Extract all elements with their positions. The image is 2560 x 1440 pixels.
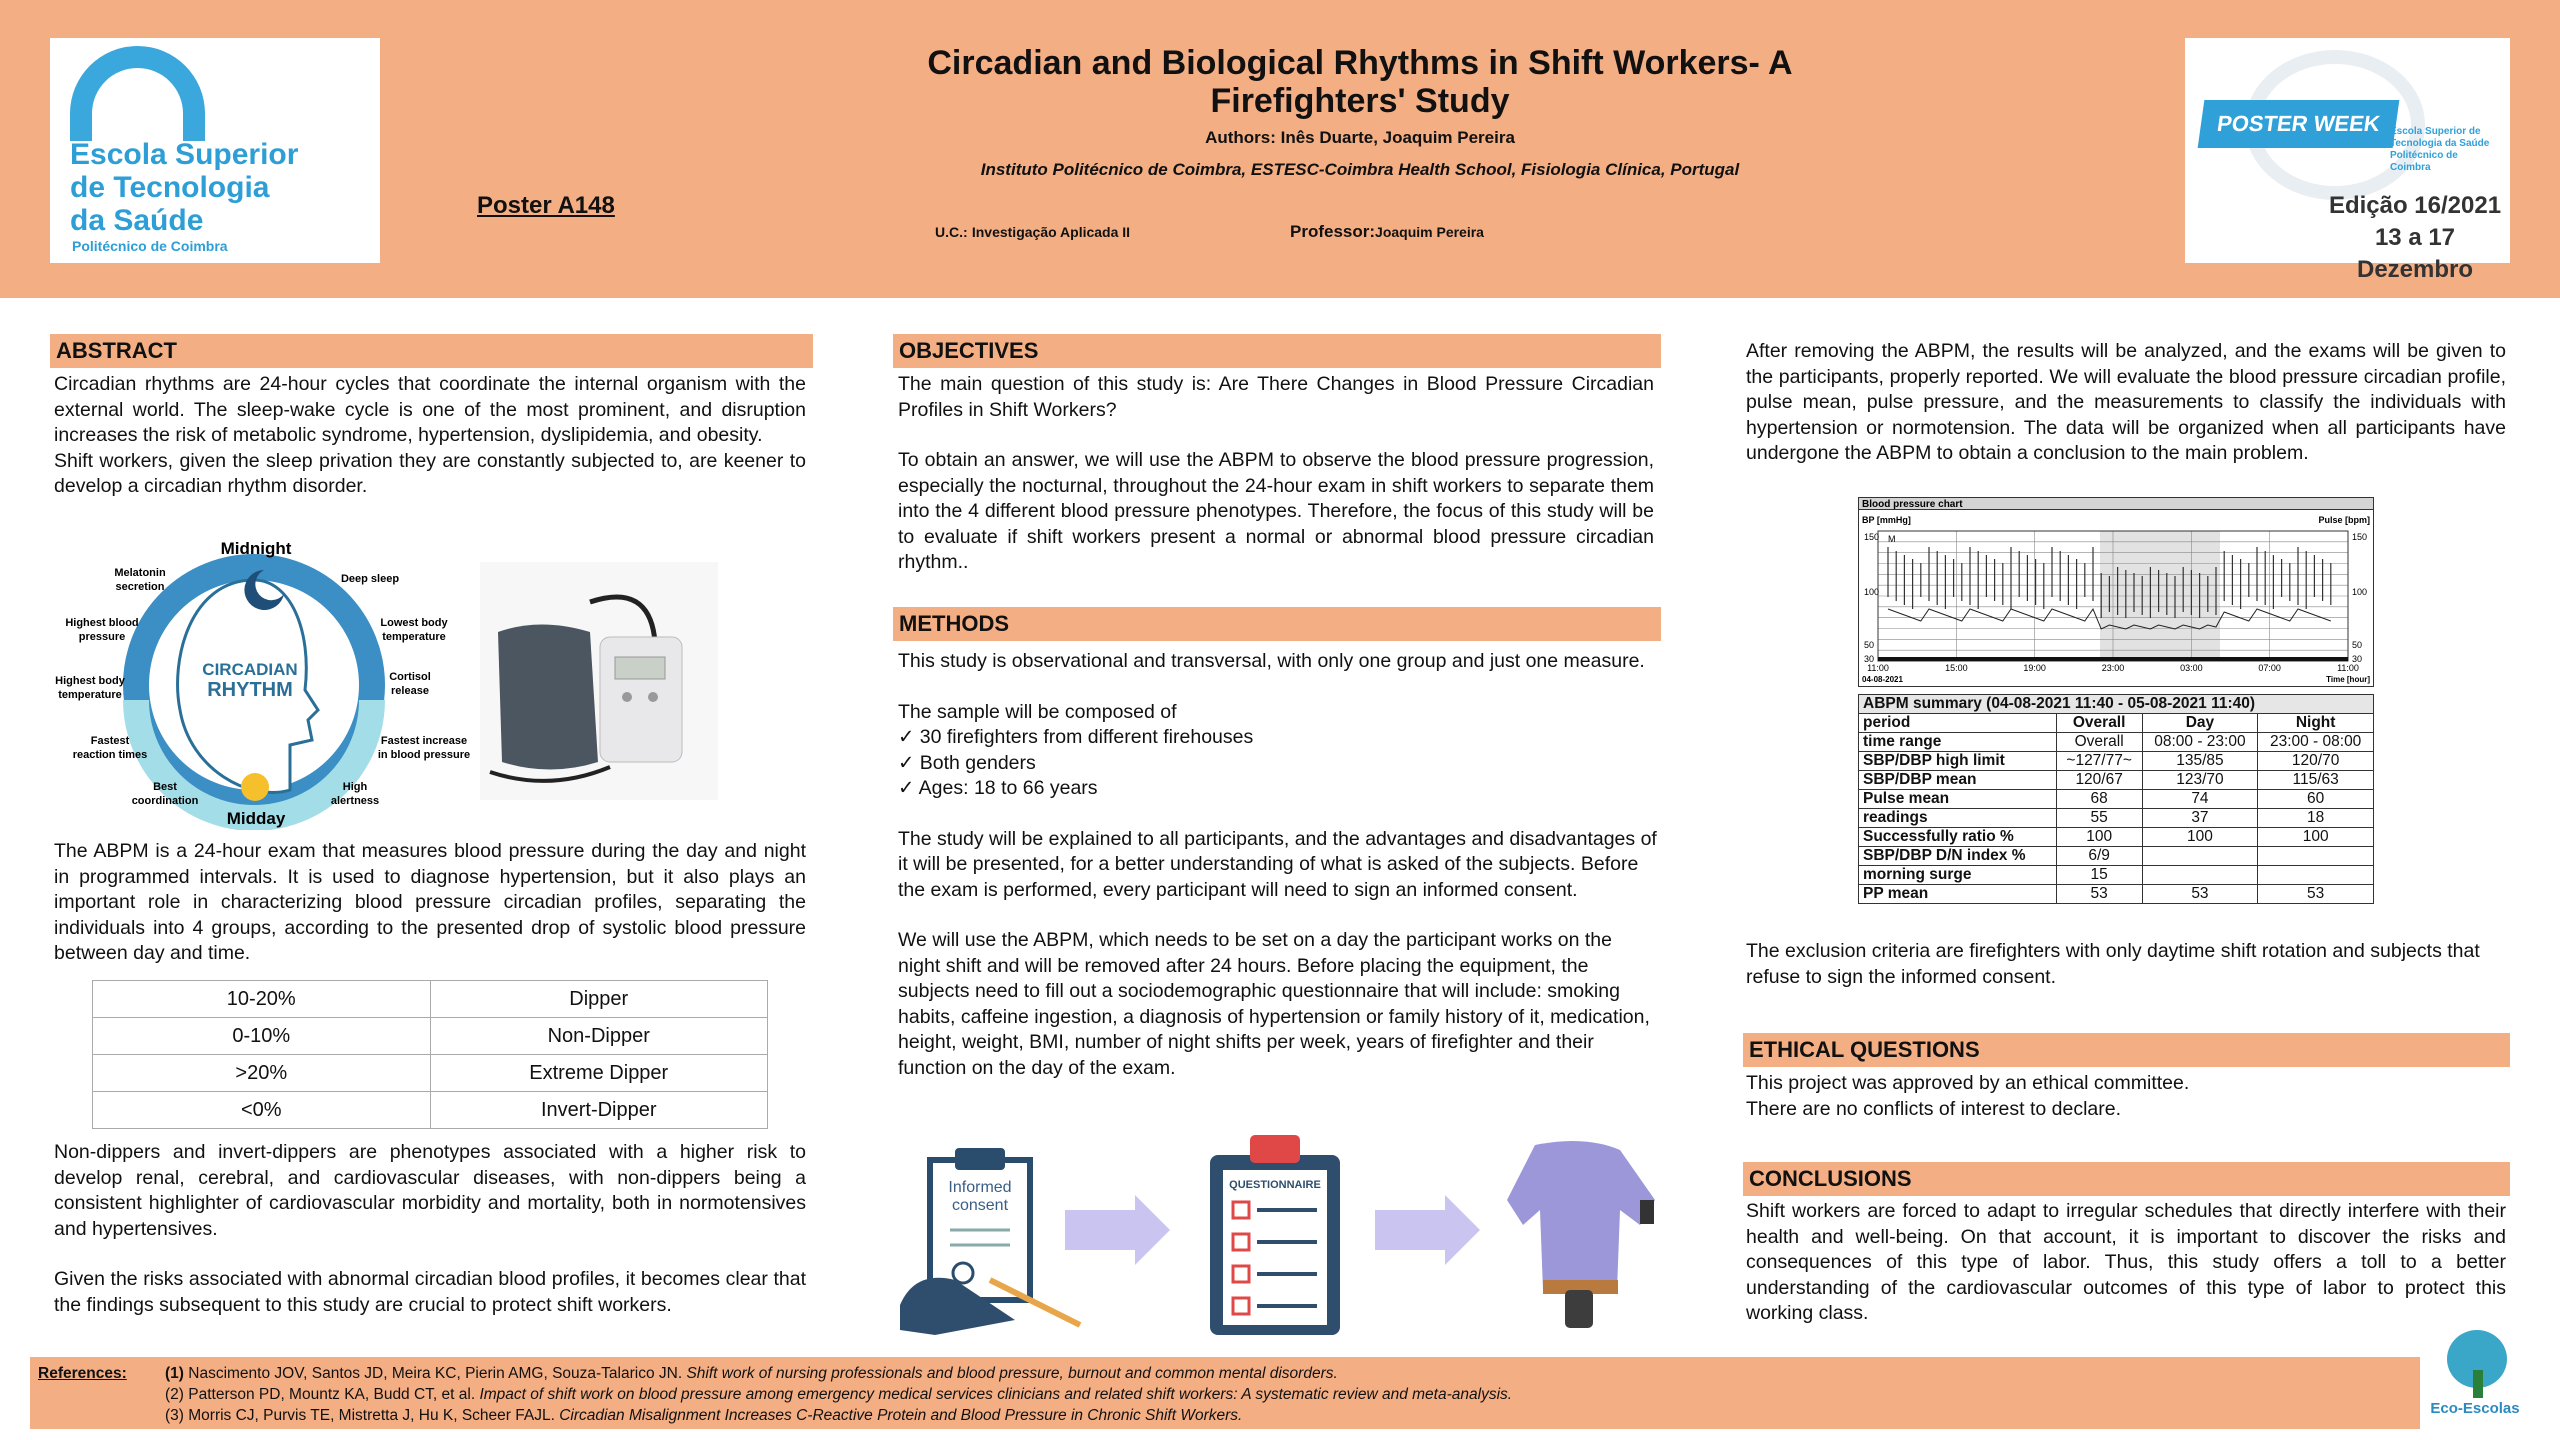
label-bpinc-2: in blood pressure (377, 749, 471, 761)
list-item: ✓ Ages: 18 to 66 years (898, 777, 1098, 799)
abpm-worn-device (1565, 1290, 1593, 1328)
exclusion-text: The exclusion criteria are firefighters with only daytime shift rotation and subjects that refuse to sign the informed consent. (1746, 940, 2480, 988)
blood-pressure-chart (1858, 497, 2374, 687)
chart-ytick: 150 (1864, 532, 1880, 542)
label-bp-2: pressure (78, 631, 126, 643)
diagram-center-1: CIRCADIAN (202, 660, 298, 679)
circadian-rhythm-diagram (50, 540, 480, 830)
abstract-text-2: The ABPM is a 24-hour exam that measures blood pressure during the day and night in programmed intervals. It is used to diagnose hypertension, but it also plays an important role in characterizing blood pressure circadian profiles, separating the individuals into 4 groups, according to the presented drop of systolic blood pressure between day and time. (54, 840, 806, 964)
conclusions-text: Shift workers are forced to adapt to irregular schedules that directly interfere with their health and well-being. On that account, it is important to discover the risks and consequences of this type of labor. Thus, this study offers a toll to a better understanding of the cardiovascular outcomes of this type of labor to protect this working class. (1746, 1200, 2506, 1324)
chart-ytick: 30 (2352, 654, 2363, 664)
label-reaction-1: Fastest (90, 735, 130, 747)
references-bar (30, 1357, 2420, 1429)
label-lowtemp-1: Lowest body (380, 617, 448, 629)
poster-week-logo (2185, 38, 2510, 283)
logo-school-name: Escola Superior de Tecnologia da Saúde (70, 138, 299, 237)
list-item: ✓ Both genders (898, 751, 1036, 774)
phenotype-table (92, 980, 768, 1129)
table-row: SBP/DBP high limit ~127/77~ 135/85 120/70 (1859, 752, 2374, 771)
logo-arch-shape (70, 46, 205, 141)
methods-heading: METHODS (893, 607, 1661, 641)
person-torso-icon (1507, 1141, 1655, 1290)
midnight-label: Midnight (220, 540, 292, 558)
consent-label-2: consent (951, 1197, 1009, 1214)
chart-ytick: 100 (1864, 587, 1880, 597)
ethical-heading: ETHICAL QUESTIONS (1743, 1033, 2510, 1067)
chart-ytick: 100 (2352, 587, 2368, 597)
table-row: SBP/DBP D/N index % 6/9 (1859, 847, 2374, 866)
chart-date: 04-08-2021 (1862, 675, 1903, 684)
chart-xtick: 11:00 (1867, 663, 1889, 673)
label-coord-2: coordination (131, 795, 199, 807)
ethical-text: This project was approved by an ethical committee. There are no conflicts of interest to declare. (1746, 1072, 2190, 1120)
label-alert-1: High (342, 781, 368, 793)
chart-xtick: 23:00 (2101, 663, 2125, 673)
table-row: Pulse mean 68 74 60 (1859, 790, 2374, 809)
chart-xtick: 11:00 (2337, 663, 2359, 673)
midday-label: Midday (226, 809, 286, 828)
diagram-center-2: RHYTHM (207, 679, 293, 701)
reference-item: (2) Patterson PD, Mountz KA, Budd CT, et al. Impact of shift work on blood pressure among emergency medical services clinicians and related shift workers: A systematic review and meta-analysis. (165, 1386, 1513, 1403)
table-row: time range Overall 08:00 - 23:00 23:00 - 08:00 (1859, 733, 2374, 752)
institute: Instituto Politécnico de Coimbra, ESTESC-Coimbra Health School, Fisiologia Clínica, Portugal (980, 160, 1740, 179)
label-melatonin-2: secretion (115, 581, 165, 593)
label-bpinc-1: Fastest increase (380, 735, 468, 747)
abstract-text-1: Circadian rhythms are 24-hour cycles that coordinate the internal organism with the external world. The sleep-wake cycle is one of the most prominent, and disruption increases the risk of metabolic syndrome, hypertension, dyslipidemia, and obesity. Shift workers, given the sleep privation they are constantly subjected to, are keener to develop a circadian rhythm disorder. (54, 373, 806, 497)
monitor-screen (615, 657, 665, 679)
cuff-shape (498, 625, 598, 770)
references-label: References: (38, 1365, 127, 1382)
authors: Authors: Inês Duarte, Joaquim Pereira (1205, 128, 1515, 147)
table-row: >20% Extreme Dipper (93, 1055, 768, 1092)
conclusions-heading: CONCLUSIONS (1743, 1162, 2510, 1196)
label-cortisol-2: release (391, 685, 429, 697)
results-text: After removing the ABPM, the results will be analyzed, and the exams will be given to the participants, properly reported. We will evaluate the blood pressure circadian profile, pulse mean, pulse pressure, and the measurements to classify the individuals with hypertension or normotension. The data will be organized when all participants have undergone the ABPM to obtain a conclusion to the main problem. (1746, 340, 2506, 464)
professor: Professor:Joaquim Pereira (1290, 222, 1484, 241)
label-temp-2: temperature (58, 689, 122, 701)
eco-escolas-logo: Eco-Escolas (2425, 1330, 2525, 1430)
label-melatonin-1: Melatonin (114, 567, 166, 579)
objectives-text: The main question of this study is: Are There Changes in Blood Pressure Circadian Profiles in Shift Workers? To obtain an answer, we will use the ABPM to observe the blood pressure progression, especially the nocturnal, throughout the 24-hour exam in shift workers to separate them into the 4 different blood pressure phenotypes. Therefore, the focus of this study will be to evaluate if shift workers present a normal or abnormal blood pressure circadian rhythm.. (898, 373, 1654, 573)
label-deep-sleep: Deep sleep (340, 573, 400, 585)
label-alert-2: alertness (330, 795, 380, 807)
chart-ytick: 50 (1864, 640, 1875, 650)
poster-title: Circadian and Biological Rhythms in Shift Workers- A Firefighters' Study (927, 44, 1793, 120)
course-unit: U.C.: Investigação Aplicada II (935, 224, 1131, 240)
chart-xtick: 19:00 (2023, 663, 2046, 673)
monitor-device (600, 637, 682, 762)
procedure-flow-illustration (895, 1130, 1675, 1345)
chart-ylabel-right: Pulse [bpm] (2318, 515, 2370, 525)
school-logo (50, 38, 380, 263)
table-row (1859, 695, 2374, 714)
table-row: SBP/DBP mean 120/67 123/70 115/63 (1859, 771, 2374, 790)
abpm-summary-table (1858, 694, 2374, 904)
logo-small-text: Escola Superior de Tecnologia da Saúde Politécnico de Coimbra (2390, 126, 2490, 173)
table-row: period Overall Day Night (1859, 714, 2374, 733)
poster-week-banner: POSTER WEEK (2198, 100, 2400, 148)
chart-xlabel: Time [hour] (2326, 675, 2370, 684)
abpm-table-title: ABPM summary (04-08-2021 11:40 - 05-08-2021 11:40) (1859, 695, 2374, 714)
chart-ytick: 50 (2352, 640, 2363, 650)
chart-xtick: 15:00 (1945, 663, 1968, 673)
consent-label-1: Informed (948, 1179, 1012, 1196)
methods-text: This study is observational and transversal, with only one group and just one measure. The sample will be composed of ✓ 30 firefighters from different firehouses ✓ Both genders ✓ Ages: 18 to 66 years The study will be explained to all participants, and the advantages and disadvantages of it will be presented, for a better understanding of what is asked of the subjects. Before the exam is performed, every participant will need to sign an informed consent. We will use the ABPM, which needs to be set on a day the participant works on the night shift and will be removed after 24 hours. Before placing the equipment, the subjects need to fill out a sociodemographic questionnaire that will include: smoking habits, caffeine ingestion, a diagnosis of hypertension or family history of it, medication, height, weight, BMI, number of night shifts per week, years of firefighter and their function on the day of the exam. (898, 650, 1657, 1079)
abpm-device-image (480, 562, 718, 800)
edition-text: Edição 16/2021 13 a 17 Dezembro (2328, 192, 2502, 283)
arrow-icon-2 (1375, 1195, 1480, 1265)
questionnaire-label: QUESTIONNAIRE (1229, 1179, 1321, 1191)
references-list (165, 1363, 1512, 1426)
list-item: ✓ 30 firefighters from different firehouses (898, 726, 1254, 748)
chart-xtick: 07:00 (2258, 663, 2281, 673)
label-lowtemp-2: temperature (382, 631, 446, 643)
label-reaction-2: reaction times (72, 749, 148, 761)
label-cortisol-1: Cortisol (389, 671, 431, 683)
sun-icon (241, 773, 269, 801)
chart-title: Blood pressure chart (1862, 499, 1963, 510)
chart-ytick: 30 (1864, 654, 1875, 664)
arrow-icon-1 (1065, 1195, 1170, 1265)
abstract-text-3: Non-dippers and invert-dippers are phenotypes associated with a higher risk to develop renal, cerebral, and cardiovascular diseases, with non-dippers being a consistent highlighter of cardiovascular morbidity and mortality, both in normotensives and hypertensives. Given the risks associated with abnormal circadian blood profiles, it becomes clear that the findings subsequent to this study are crucial to protect shift workers. (54, 1141, 806, 1316)
table-row: PP mean 53 53 53 (1859, 885, 2374, 904)
table-row: readings 55 37 18 (1859, 809, 2374, 828)
chart-ylabel-left: BP [mmHg] (1862, 515, 1911, 525)
logo-subtitle: Politécnico de Coimbra (72, 238, 228, 254)
reference-item: (3) Morris CJ, Purvis TE, Mistretta J, Hu K, Scheer FAJL. Circadian Misalignment Increases C-Reactive Protein and Blood Pressure in Chronic Shift Workers. (165, 1407, 1243, 1424)
chart-marker: M (1888, 534, 1896, 544)
poster-id: Poster A148 (477, 192, 615, 219)
reference-item: (1) Nascimento JOV, Santos JD, Meira KC, Pierin AMG, Souza-Talarico JN. Shift work of nursing professionals and blood pressure, burnout and common mental disorders. (165, 1365, 1338, 1382)
table-row: 10-20% Dipper (93, 981, 768, 1018)
table-row: 0-10% Non-Dipper (93, 1018, 768, 1055)
table-row: <0% Invert-Dipper (93, 1092, 768, 1129)
abstract-heading: ABSTRACT (50, 334, 813, 368)
label-coord-1: Best (153, 781, 177, 793)
table-row: morning surge 15 (1859, 866, 2374, 885)
objectives-heading: OBJECTIVES (893, 334, 1661, 368)
table-row: Successfully ratio % 100 100 100 (1859, 828, 2374, 847)
label-temp-1: Highest body (55, 675, 125, 687)
chart-ytick: 150 (2352, 532, 2368, 542)
label-bp-1: Highest blood (65, 617, 139, 629)
chart-xtick: 03:00 (2180, 663, 2203, 673)
